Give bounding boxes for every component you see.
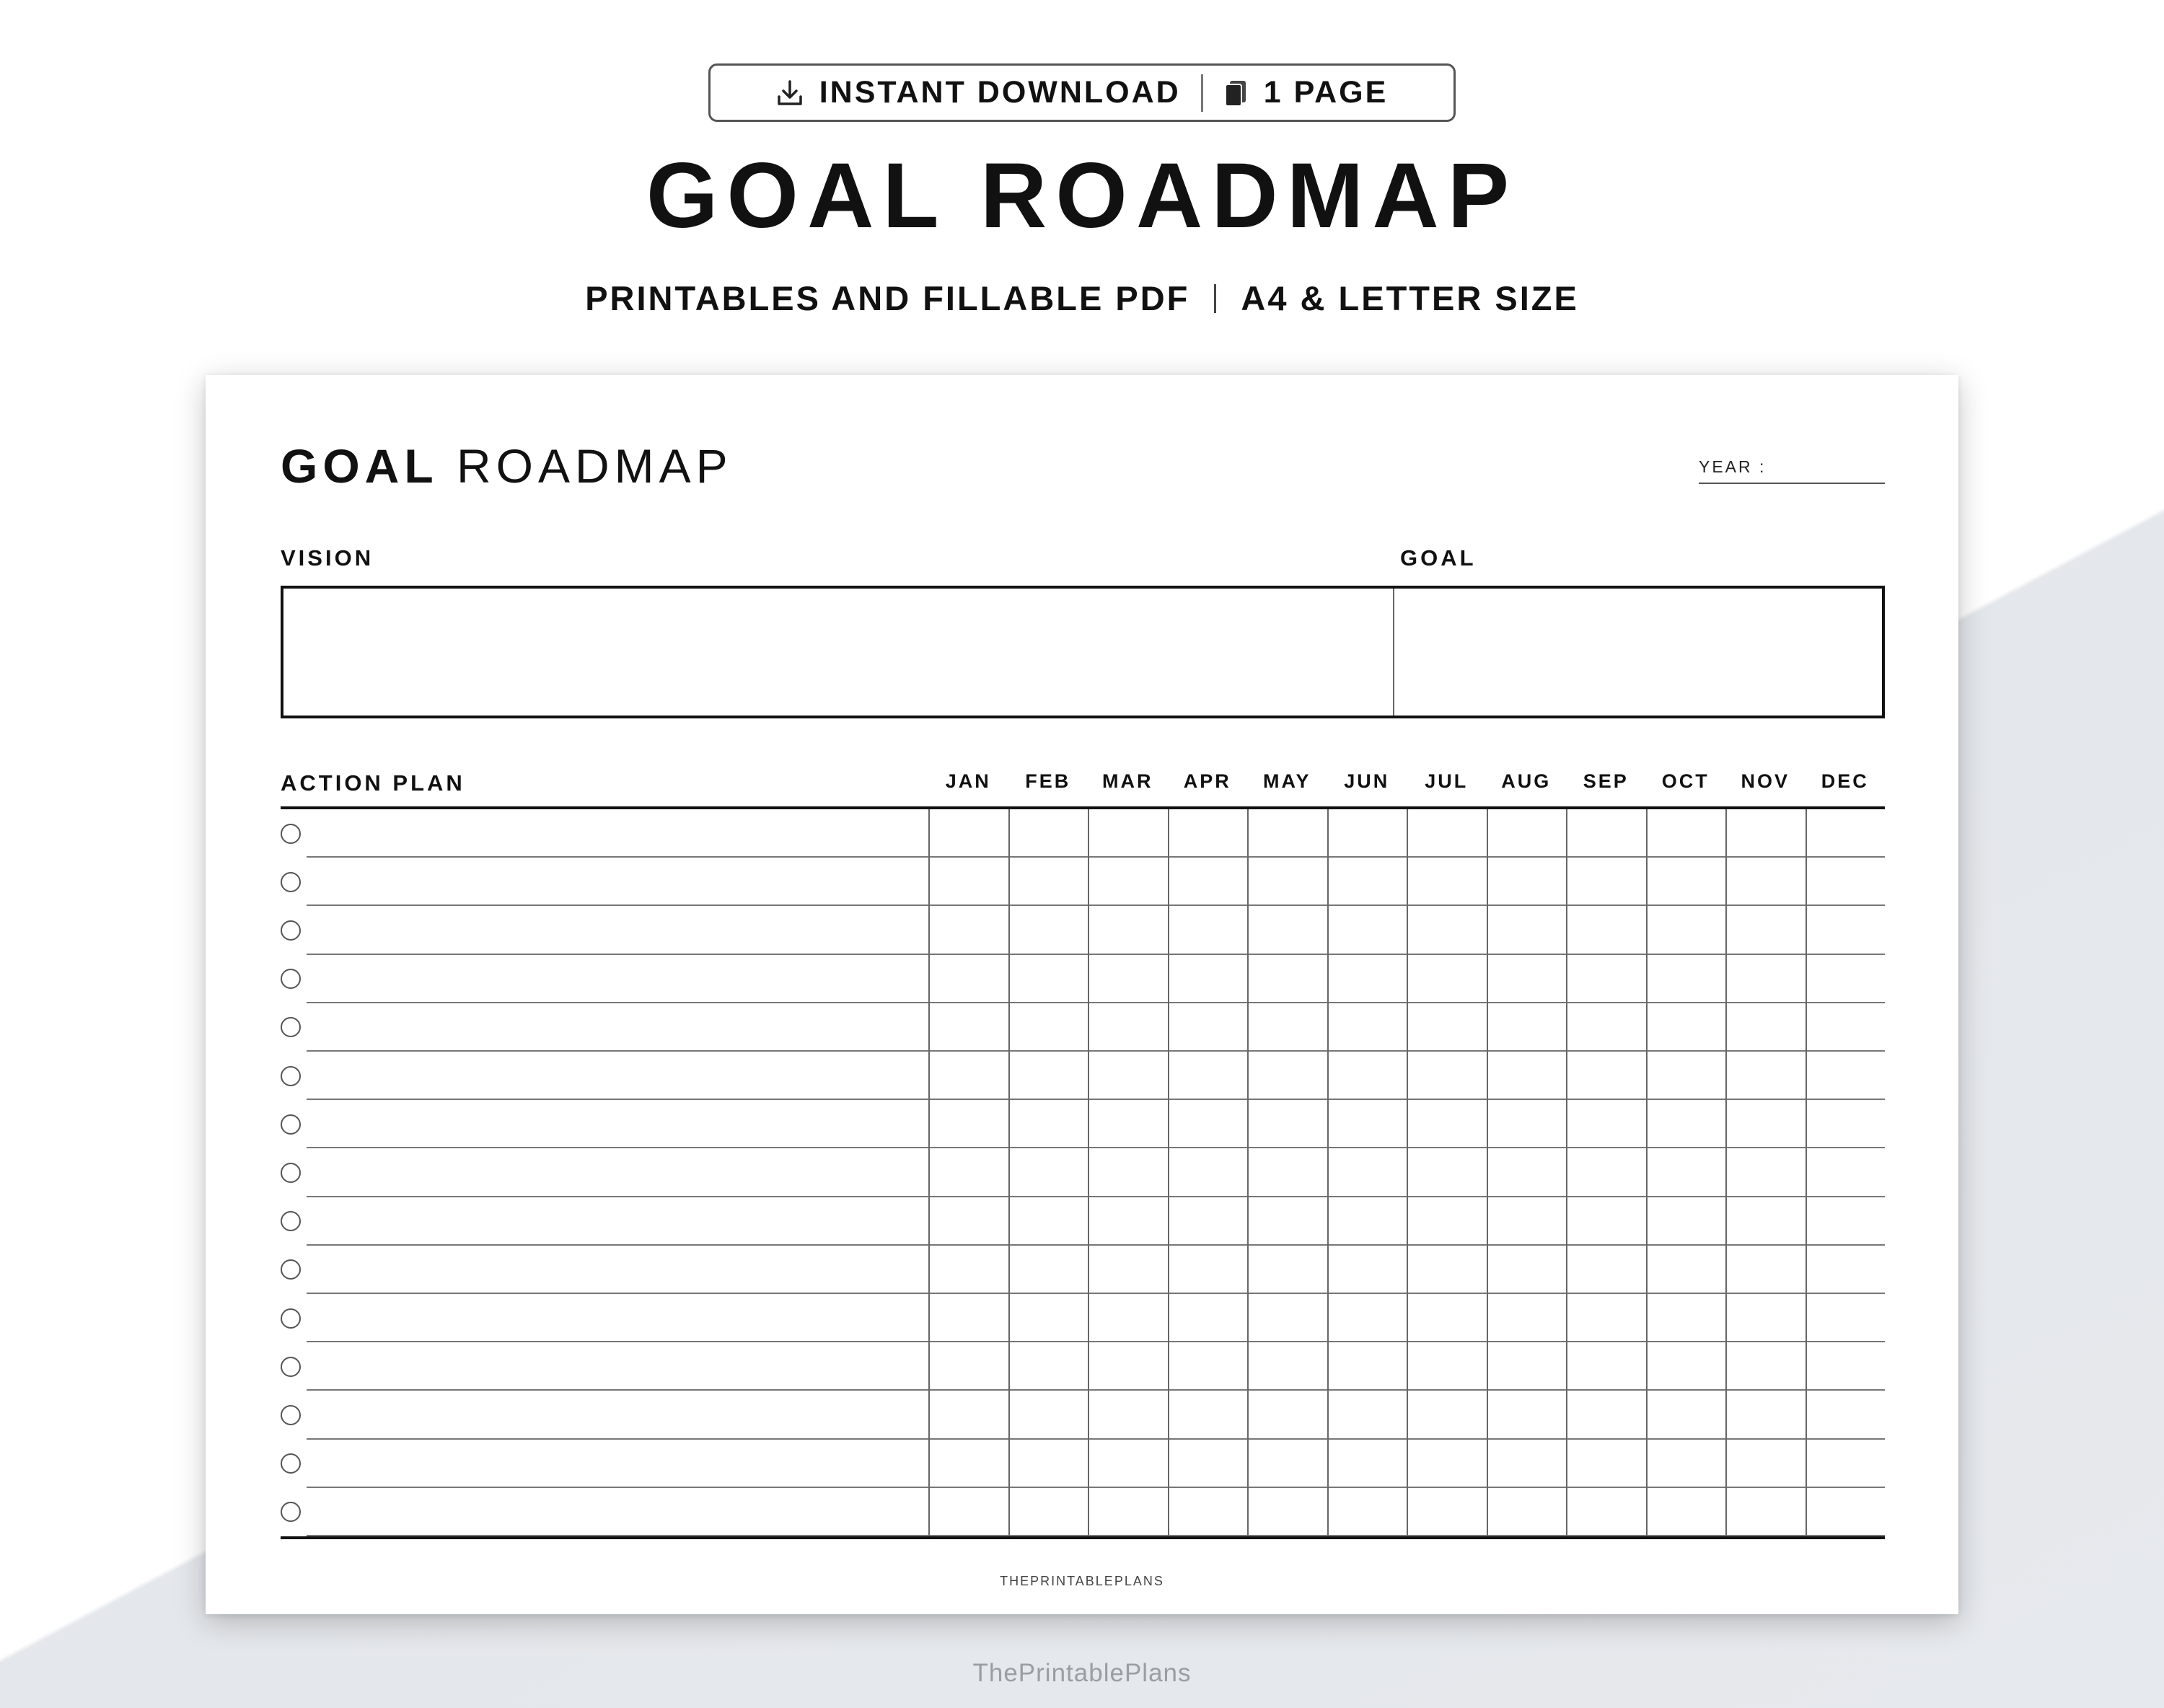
checkbox-circle[interactable]	[281, 1405, 301, 1425]
watermark: ThePrintablePlans	[972, 1659, 1192, 1687]
month-header-nov: NOV	[1741, 770, 1790, 792]
checkbox-circle[interactable]	[281, 1066, 301, 1086]
month-column-line	[1247, 809, 1249, 1536]
action-row[interactable]	[281, 906, 1885, 954]
month-column-line	[1168, 809, 1169, 1536]
checkbox-circle[interactable]	[281, 1163, 301, 1183]
action-row[interactable]	[281, 1052, 1885, 1100]
action-row[interactable]	[281, 1197, 1885, 1246]
checkbox-circle[interactable]	[281, 1114, 301, 1135]
checkbox-circle[interactable]	[281, 969, 301, 989]
checkbox-circle[interactable]	[281, 1259, 301, 1280]
checkbox-circle[interactable]	[281, 1453, 301, 1474]
row-line	[307, 1535, 1885, 1536]
checkbox-circle[interactable]	[281, 872, 301, 892]
action-plan-grid	[281, 806, 1885, 1539]
checkbox-circle[interactable]	[281, 1502, 301, 1522]
month-column-line	[1487, 809, 1488, 1536]
checkbox-circle[interactable]	[281, 1357, 301, 1377]
month-header-apr: APR	[1183, 770, 1231, 792]
month-header-jun: JUN	[1344, 770, 1390, 792]
action-row[interactable]	[281, 1100, 1885, 1148]
vision-goal-box	[281, 586, 1885, 718]
month-header-dec: DEC	[1821, 770, 1869, 792]
month-column-line	[1008, 809, 1010, 1536]
month-column-line	[1805, 809, 1807, 1536]
checkbox-circle[interactable]	[281, 824, 301, 844]
month-column-line	[1407, 809, 1408, 1536]
download-icon	[776, 79, 804, 107]
action-row[interactable]	[281, 1342, 1885, 1391]
subtitle-format: PRINTABLES AND FILLABLE PDF	[585, 279, 1190, 317]
vision-field[interactable]	[283, 589, 1394, 716]
action-row[interactable]	[281, 1440, 1885, 1488]
instant-download-label: INSTANT DOWNLOAD	[819, 75, 1181, 110]
action-row[interactable]	[281, 955, 1885, 1003]
sheet-title-bold: GOAL	[281, 439, 439, 493]
badge-divider	[1201, 74, 1203, 112]
page-icon	[1223, 79, 1248, 107]
planner-sheet	[206, 375, 1958, 1614]
page-title: GOAL ROADMAP	[646, 144, 1518, 247]
action-row[interactable]	[281, 1391, 1885, 1439]
sheet-footer: THEPRINTABLEPLANS	[1000, 1574, 1164, 1588]
checkbox-circle[interactable]	[281, 1211, 301, 1231]
month-column-line	[1646, 809, 1648, 1536]
month-header-mar: MAR	[1102, 770, 1153, 792]
month-header-jan: JAN	[945, 770, 991, 792]
month-column-line	[1566, 809, 1567, 1536]
checkbox-circle[interactable]	[281, 920, 301, 941]
sheet-title	[281, 439, 733, 493]
checkbox-circle[interactable]	[281, 1017, 301, 1037]
month-header-feb: FEB	[1025, 770, 1071, 792]
subtitle	[0, 278, 2164, 318]
action-row[interactable]	[281, 809, 1885, 858]
month-header-sep: SEP	[1583, 770, 1629, 792]
vision-label: VISION	[281, 545, 374, 571]
year-field[interactable]: YEAR :	[1699, 457, 1885, 484]
subtitle-size: A4 & LETTER SIZE	[1241, 279, 1579, 317]
action-row[interactable]	[281, 1488, 1885, 1536]
action-row[interactable]	[281, 1246, 1885, 1294]
goal-field[interactable]	[1394, 589, 1882, 716]
month-headers	[928, 770, 1885, 793]
action-row[interactable]	[281, 1294, 1885, 1342]
action-row[interactable]	[281, 858, 1885, 906]
month-column-line	[928, 809, 930, 1536]
month-header-aug: AUG	[1501, 770, 1552, 792]
action-row[interactable]	[281, 1148, 1885, 1197]
month-column-line	[1327, 809, 1329, 1536]
subtitle-divider	[1214, 284, 1216, 313]
goal-label: GOAL	[1400, 545, 1477, 571]
month-column-line	[1725, 809, 1727, 1536]
month-header-may: MAY	[1262, 770, 1311, 792]
action-plan-label: ACTION PLAN	[281, 770, 465, 796]
month-column-line	[1088, 809, 1089, 1536]
checkbox-circle[interactable]	[281, 1308, 301, 1329]
action-row[interactable]	[281, 1003, 1885, 1052]
page-count-label: 1 PAGE	[1263, 75, 1389, 110]
format-badge	[708, 63, 1456, 122]
sheet-title-light: ROADMAP	[457, 439, 733, 493]
month-header-oct: OCT	[1661, 770, 1710, 792]
month-header-jul: JUL	[1425, 770, 1469, 792]
